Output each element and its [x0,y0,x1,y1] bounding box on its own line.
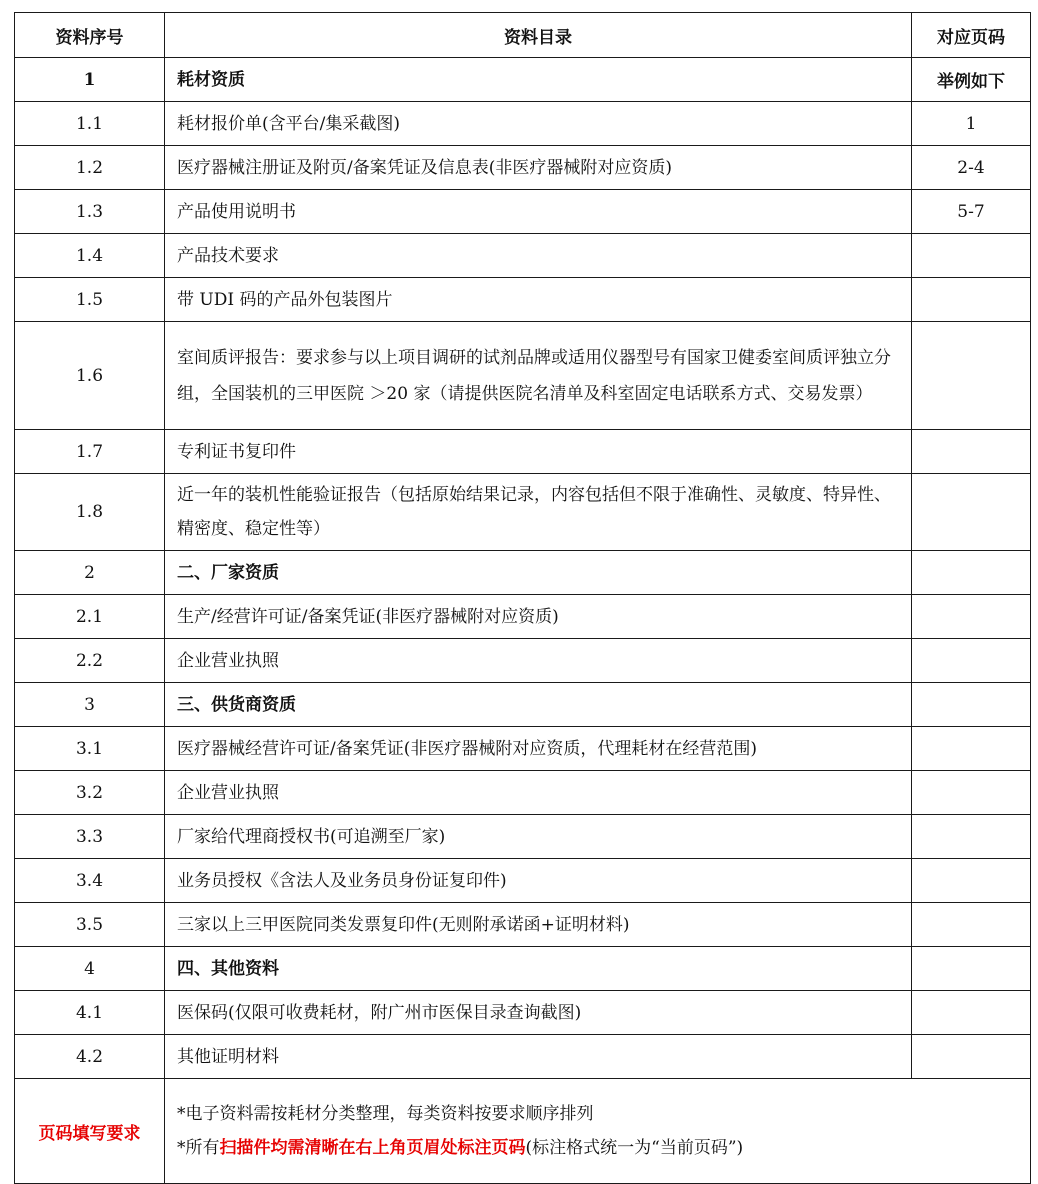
row-text: 医保码(仅限可收费耗材，附广州市医保目录查询截图) [165,991,912,1035]
row-page [912,903,1031,947]
row-page [912,859,1031,903]
row-text: 专利证书复印件 [165,430,912,474]
footer-note-2-prefix: *所有 [177,1138,220,1158]
row-page [912,639,1031,683]
row-text: 企业营业执照 [165,771,912,815]
row-text: 四、其他资料 [165,947,912,991]
row-no: 1.8 [15,474,165,551]
table-row [15,1035,1031,1079]
row-no: 1.2 [15,146,165,190]
table-row [15,146,1031,190]
table-row [15,683,1031,727]
table-row [15,278,1031,322]
table-row [15,234,1031,278]
footer-note-2-highlight: 扫描件均需清晰在右上角页眉处标注页码 [219,1138,526,1158]
row-no: 3.3 [15,815,165,859]
row-text: 业务员授权《含法人及业务员身份证复印件) [165,859,912,903]
header-no: 资料序号 [15,13,165,58]
row-no: 3 [15,683,165,727]
table-row [15,102,1031,146]
row-page [912,595,1031,639]
footer-note-2 [177,1131,1020,1165]
row-page [912,771,1031,815]
footer-label: 页码填写要求 [15,1079,165,1184]
row-page [912,683,1031,727]
table-row [15,859,1031,903]
row-page [912,278,1031,322]
row-page [912,991,1031,1035]
row-no: 1.5 [15,278,165,322]
table-row [15,58,1031,102]
table-row [15,595,1031,639]
row-text: 产品使用说明书 [165,190,912,234]
row-no: 1 [15,58,165,102]
row-page [912,474,1031,551]
row-no: 2.2 [15,639,165,683]
row-no: 4.2 [15,1035,165,1079]
row-no: 4.1 [15,991,165,1035]
footer-note-2-suffix: (标注格式统一为“当前页码”) [525,1138,744,1158]
row-text: 医疗器械经营许可证/备案凭证(非医疗器械附对应资质，代理耗材在经营范围) [165,727,912,771]
row-no: 3.2 [15,771,165,815]
row-text: 室间质评报告：要求参与以上项目调研的试剂品牌或适用仪器型号有国家卫健委室间质评独立分组，全国装机的三甲医院 ＞20 家（请提供医院名清单及科室固定电话联系方式、交易发票） [165,322,912,430]
row-no: 1.4 [15,234,165,278]
row-page: 1 [912,102,1031,146]
footer-row [15,1079,1031,1184]
row-text: 三、供货商资质 [165,683,912,727]
header-catalog: 资料目录 [165,13,912,58]
table-row [15,551,1031,595]
row-text: 耗材资质 [165,58,912,102]
row-no: 2.1 [15,595,165,639]
row-text: 耗材报价单(含平台/集采截图) [165,102,912,146]
table-row [15,903,1031,947]
row-no: 3.5 [15,903,165,947]
row-text: 企业营业执照 [165,639,912,683]
row-text: 生产/经营许可证/备案凭证(非医疗器械附对应资质) [165,595,912,639]
row-no: 4 [15,947,165,991]
table-row [15,322,1031,430]
materials-table [14,12,1031,1184]
row-page [912,947,1031,991]
row-page [912,430,1031,474]
table-row [15,815,1031,859]
row-no: 1.7 [15,430,165,474]
header-row [15,13,1031,58]
row-page [912,1035,1031,1079]
row-page: 举例如下 [912,58,1031,102]
row-text: 厂家给代理商授权书(可追溯至厂家) [165,815,912,859]
row-page [912,234,1031,278]
row-page [912,815,1031,859]
table-row [15,727,1031,771]
row-page [912,727,1031,771]
header-page: 对应页码 [912,13,1031,58]
row-text: 产品技术要求 [165,234,912,278]
row-text: 二、厂家资质 [165,551,912,595]
row-page [912,551,1031,595]
row-text: 其他证明材料 [165,1035,912,1079]
row-text: 三家以上三甲医院同类发票复印件(无则附承诺函+证明材料) [165,903,912,947]
row-no: 3.4 [15,859,165,903]
row-page: 2-4 [912,146,1031,190]
footer-notes [165,1079,1031,1184]
row-no: 1.3 [15,190,165,234]
row-text: 带 UDI 码的产品外包装图片 [165,278,912,322]
row-no: 3.1 [15,727,165,771]
row-page [912,322,1031,430]
table-row [15,474,1031,551]
table-row [15,771,1031,815]
row-page: 5-7 [912,190,1031,234]
row-text: 医疗器械注册证及附页/备案凭证及信息表(非医疗器械附对应资质) [165,146,912,190]
row-text: 近一年的装机性能验证报告（包括原始结果记录，内容包括但不限于准确性、灵敏度、特异性、精密度、稳定性等） [165,474,912,551]
footer-note-1: *电子资料需按耗材分类整理，每类资料按要求顺序排列 [177,1104,594,1124]
table-row [15,639,1031,683]
table-row [15,190,1031,234]
row-no: 1.6 [15,322,165,430]
row-no: 1.1 [15,102,165,146]
table-row [15,991,1031,1035]
table-row [15,947,1031,991]
row-no: 2 [15,551,165,595]
table-row [15,430,1031,474]
